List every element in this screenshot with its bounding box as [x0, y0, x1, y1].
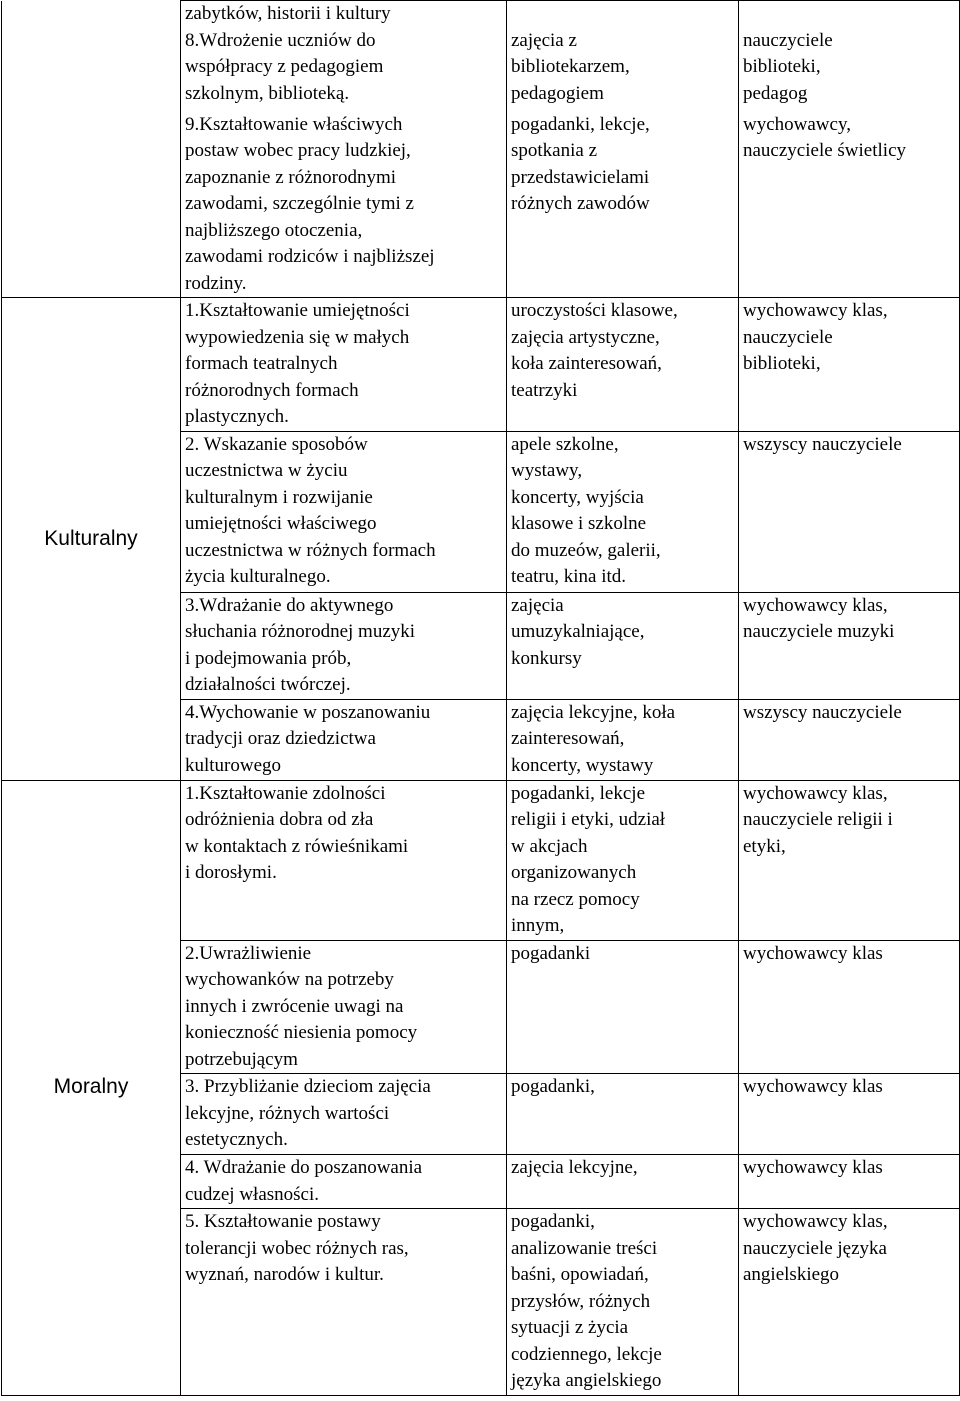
cell-text-line: biblioteki, [743, 56, 821, 77]
cell-text-line: apele szkolne, [511, 433, 619, 455]
cell-text-line: plastycznych. [185, 406, 289, 427]
cell-text-line: zajęcia artystyczne, [511, 326, 660, 348]
cell-text-line: religii i etyki, udział [511, 809, 666, 830]
forms-cell [507, 940, 739, 1074]
category-cell [2, 1, 181, 298]
forms-cell [507, 1209, 739, 1396]
cell-text-line: różnych zawodów [511, 193, 650, 214]
goal-cell [181, 298, 507, 432]
cell-text-line: szkolnym, biblioteką. [185, 82, 350, 104]
cell-text-line: wyznań, narodów i kultur. [185, 1264, 384, 1285]
cell-text-line: tradycji oraz dziedzictwa [185, 728, 376, 749]
program-table-body [2, 1, 960, 1396]
cell-text-line: zabytków, historii i kultury [185, 3, 391, 24]
cell-text-line: innych i zwrócenie uwagi na [185, 995, 404, 1017]
cell-text-line: organizowanych [511, 862, 637, 883]
cell-text-line: działalności twórczej. [185, 674, 351, 695]
cell-text-line: analizowanie treści [511, 1237, 658, 1259]
responsible-cell [739, 592, 960, 699]
cell-text-line: nauczyciele języka [743, 1237, 887, 1259]
cell-text-line: konkursy [511, 647, 582, 669]
program-table [1, 0, 960, 1396]
forms-cell [507, 431, 739, 592]
forms-cell [507, 1, 739, 112]
cell-text-line: pogadanki [511, 942, 591, 964]
goal-cell [181, 699, 507, 780]
forms-cell [507, 112, 739, 298]
cell-text-line: najbliższego otoczenia, [185, 219, 363, 241]
cell-text-line: wypowiedzenia się w małych [185, 326, 410, 348]
cell-text-line: zajęcia [511, 594, 564, 616]
cell-text-line: 8.Wdrożenie uczniów do [185, 29, 376, 51]
cell-text-line: wychowawcy klas, [743, 594, 888, 616]
cell-text-line: życia kulturalnego. [185, 566, 331, 587]
cell-text-line: teatrzyki [511, 379, 578, 401]
cell-text-line: przysłów, różnych [511, 1290, 651, 1312]
cell-text-line: języka angielskiego [511, 1370, 662, 1391]
goal-cell [181, 592, 507, 699]
category-cell [2, 298, 181, 781]
cell-text-line: 1.Kształtowanie umiejętności [185, 300, 410, 321]
cell-text-line: uroczystości klasowe, [511, 300, 678, 321]
cell-text-line: potrzebującym [185, 1048, 298, 1070]
cell-text-line: 9.Kształtowanie właściwych [185, 113, 403, 135]
cell-text-line: spotkania z [511, 140, 598, 161]
cell-text-line: kulturalnym i rozwijanie [185, 486, 373, 508]
responsible-cell [739, 1, 960, 112]
cell-text-line [743, 1, 955, 28]
cell-text-line: wystawy, [511, 460, 583, 481]
cell-text-line: wychowawcy klas, [743, 782, 888, 804]
cell-text-line: rodziny. [185, 272, 247, 294]
cell-text-line: konieczność niesienia pomocy [185, 1022, 418, 1043]
cell-text-line: zainteresowań, [511, 728, 625, 749]
cell-text-line: postaw wobec pracy ludzkiej, [185, 140, 411, 161]
cell-text-line: lekcyjne, różnych wartości [185, 1102, 390, 1124]
goal-cell [181, 1155, 507, 1209]
cell-text-line: odróżnienia dobra od zła [185, 809, 374, 830]
cell-text-line: koncerty, wystawy [511, 754, 654, 776]
goal-cell [181, 112, 507, 298]
cell-text-line: kulturowego [185, 754, 282, 776]
cell-text-line: współpracy z pedagogiem [185, 56, 384, 77]
goal-cell [181, 940, 507, 1074]
cell-text-line: zapoznanie z różnorodnymi [185, 166, 397, 188]
cell-text-line: i podejmowania prób, [185, 647, 352, 669]
cell-text-line: zawodami, szczególnie tymi z [185, 193, 414, 214]
forms-cell [507, 1074, 739, 1155]
cell-text-line: 2.Uwrażliwienie [185, 942, 312, 964]
cell-text-line: umiejętności właściwego [185, 513, 377, 534]
cell-text-line: pedagogiem [511, 82, 604, 104]
cell-text-line: wychowawcy, [743, 113, 851, 135]
cell-text-line: pogadanki, [511, 1211, 595, 1232]
cell-text-line: wychowawcy klas, [743, 1211, 888, 1232]
goal-cell [181, 1074, 507, 1155]
responsible-cell [739, 112, 960, 298]
cell-text-line: pogadanki, lekcje [511, 782, 646, 804]
cell-text-line: umuzykalniające, [511, 621, 645, 642]
goal-cell [181, 431, 507, 592]
cell-text-line: nauczyciele świetlicy [743, 140, 907, 161]
cell-text-line: koncerty, wyjścia [511, 486, 644, 508]
cell-text-line: 3. Przybliżanie dzieciom zajęcia [185, 1076, 431, 1097]
cell-text-line: bibliotekarzem, [511, 56, 630, 77]
cell-text-line: wychowawcy klas, [743, 300, 888, 321]
goal-cell [181, 1, 507, 112]
cell-text-line [511, 1, 734, 28]
cell-text-line: wszyscy nauczyciele [743, 701, 902, 723]
table-row [2, 298, 960, 432]
responsible-cell [739, 298, 960, 432]
responsible-cell [739, 1209, 960, 1396]
category-cell [2, 780, 181, 1395]
cell-text-line: zajęcia lekcyjne, [511, 1157, 638, 1178]
cell-text-line: pogadanki, lekcje, [511, 113, 650, 135]
cell-text-line: 4.Wychowanie w poszanowaniu [185, 701, 431, 723]
cell-text-line: nauczyciele muzyki [743, 621, 895, 642]
cell-text-line: teatru, kina itd. [511, 566, 627, 587]
cell-text-line: klasowe i szkolne [511, 513, 647, 534]
table-row [2, 1, 960, 112]
cell-text-line: różnorodnych formach [185, 379, 359, 401]
cell-text-line: codziennego, lekcje [511, 1343, 662, 1365]
cell-text-line: uczestnictwa w różnych formach [185, 539, 436, 561]
forms-cell [507, 1155, 739, 1209]
goal-cell [181, 780, 507, 940]
cell-text-line: etyki, [743, 835, 786, 857]
cell-text-line: nauczyciele religii i [743, 809, 893, 830]
responsible-cell [739, 1074, 960, 1155]
cell-text-line: nauczyciele [743, 326, 833, 348]
cell-text-line: zajęcia lekcyjne, koła [511, 701, 676, 723]
goal-cell [181, 1209, 507, 1396]
cell-text-line: koła zainteresowań, [511, 353, 662, 374]
cell-text-line: pogadanki, [511, 1076, 595, 1097]
cell-text-line: zawodami rodziców i najbliższej [185, 246, 435, 267]
cell-text-line: estetycznych. [185, 1129, 288, 1150]
cell-text-line: przedstawicielami [511, 166, 650, 188]
cell-text-line: do muzeów, galerii, [511, 539, 661, 561]
cell-text-line: 5. Kształtowanie postawy [185, 1211, 381, 1232]
cell-text-line: tolerancji wobec różnych ras, [185, 1237, 409, 1259]
cell-text-line: baśni, opowiadań, [511, 1264, 649, 1285]
responsible-cell [739, 1155, 960, 1209]
forms-cell [507, 298, 739, 432]
forms-cell [507, 592, 739, 699]
table-row [2, 780, 960, 940]
cell-text-line: 2. Wskazanie sposobów [185, 433, 368, 455]
cell-text-line: nauczyciele [743, 29, 833, 51]
cell-text-line: biblioteki, [743, 353, 821, 374]
responsible-cell [739, 431, 960, 592]
cell-text-line: cudzej własności. [185, 1183, 320, 1205]
cell-text-line: uczestnictwa w życiu [185, 460, 348, 481]
cell-text-line: innym, [511, 915, 565, 936]
responsible-cell [739, 940, 960, 1074]
cell-text-line: 1.Kształtowanie zdolności [185, 782, 386, 804]
cell-text-line: w akcjach [511, 835, 588, 857]
category-label: Kulturalny [44, 526, 138, 550]
cell-text-line: i dorosłymi. [185, 862, 277, 883]
cell-text-line: wychowawcy klas [743, 1157, 883, 1178]
cell-text-line: na rzecz pomocy [511, 888, 640, 910]
responsible-cell [739, 780, 960, 940]
cell-text-line: formach teatralnych [185, 353, 338, 374]
cell-text-line: wychowawcy klas [743, 942, 883, 964]
cell-text-line: 3.Wdrażanie do aktywnego [185, 594, 394, 616]
forms-cell [507, 699, 739, 780]
cell-text-line: pedagog [743, 82, 808, 104]
cell-text-line: wychowanków na potrzeby [185, 969, 394, 990]
forms-cell [507, 780, 739, 940]
cell-text-line: słuchania różnorodnej muzyki [185, 621, 416, 642]
cell-text-line: wszyscy nauczyciele [743, 433, 902, 455]
cell-text-line: angielskiego [743, 1264, 840, 1285]
cell-text-line: zajęcia z [511, 29, 577, 51]
cell-text-line: wychowawcy klas [743, 1076, 883, 1097]
cell-text-line: w kontaktach z rówieśnikami [185, 835, 409, 857]
responsible-cell [739, 699, 960, 780]
cell-text-line: 4. Wdrażanie do poszanowania [185, 1157, 423, 1178]
cell-text-line: sytuacji z życia [511, 1317, 629, 1338]
category-label: Moralny [53, 1075, 129, 1099]
